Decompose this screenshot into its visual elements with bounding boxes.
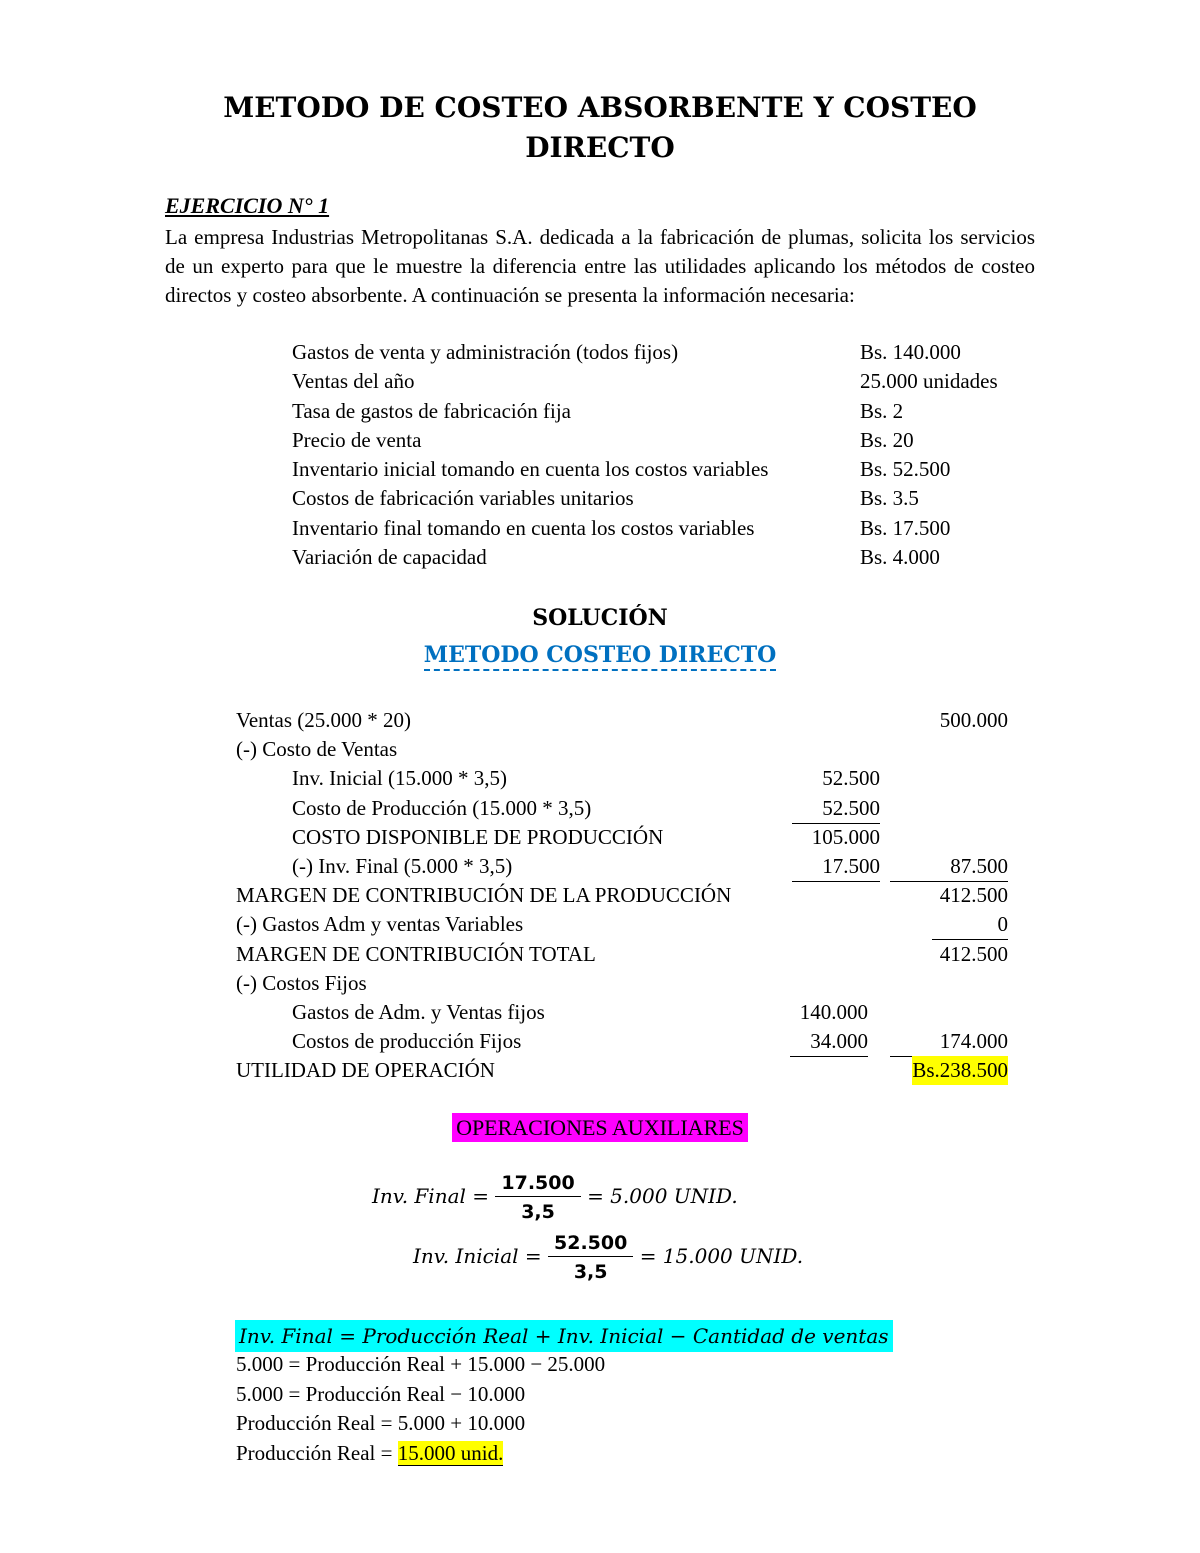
- page-title: METODO DE COSTEO ABSORBENTE Y COSTEO DIRECTO: [223, 91, 977, 164]
- equation-result: [236, 1439, 605, 1469]
- row-amount: 140.000: [799, 999, 868, 1024]
- list-item: [292, 455, 1052, 484]
- solution-heading: SOLUCIÓN: [532, 605, 668, 631]
- row-label: Ventas (25.000 * 20): [236, 708, 411, 732]
- equation-step: Producción Real = 5.000 + 10.000: [236, 1411, 526, 1435]
- aux-heading-text: OPERACIONES AUXILIARES: [452, 1113, 748, 1142]
- row-label: (-) Inv. Final (5.000 * 3,5): [292, 853, 513, 878]
- item-label: Ventas del año: [292, 369, 415, 394]
- row-total: 412.500: [939, 941, 1008, 966]
- formula-result: = 5.000 UNID.: [587, 1184, 738, 1208]
- numerator: 17.500: [495, 1172, 580, 1197]
- list-item: [292, 426, 1052, 455]
- item-label: Gastos de venta y administración (todos fijos): [292, 340, 679, 364]
- table-row: [236, 706, 1016, 735]
- operating-profit-value: Bs.238.500: [912, 1056, 1008, 1085]
- method-title: [0, 642, 1200, 668]
- item-value: Bs. 2: [860, 398, 904, 423]
- row-label: (-) Costos Fijos: [236, 970, 367, 995]
- table-row: [236, 910, 1016, 939]
- item-label: Tasa de gastos de fabricación fija: [292, 398, 571, 423]
- table-row: [236, 1056, 1016, 1085]
- result-prefix: Producción Real =: [236, 1440, 398, 1465]
- row-total: 87.500: [890, 852, 1008, 882]
- table-row: [236, 764, 1016, 793]
- table-row: [236, 881, 1016, 910]
- item-value: Bs. 52.500: [860, 457, 951, 482]
- fraction: [495, 1172, 580, 1223]
- item-label: Inventario final tomando en cuenta los costos variables: [292, 515, 755, 540]
- row-amount: 17.500: [792, 852, 880, 882]
- item-value: Bs. 4.000: [860, 545, 940, 570]
- formula-lhs: Inv. Final =: [372, 1184, 490, 1208]
- table-row: [236, 1027, 1016, 1056]
- row-label: (-) Costo de Ventas: [236, 737, 398, 762]
- row-amount: 52.500: [792, 794, 880, 824]
- row-label: (-) Gastos Adm y ventas Variables: [236, 912, 524, 937]
- equation-steps: [236, 1350, 605, 1468]
- item-label: Costos de fabricación variables unitarios: [292, 486, 634, 511]
- table-row: [236, 794, 1016, 823]
- income-statement: [236, 706, 1016, 1085]
- formula-result: = 15.000 UNID.: [639, 1244, 804, 1268]
- list-item: [292, 397, 1052, 426]
- aux-heading: [0, 1115, 1200, 1141]
- denominator: 3,5: [573, 1261, 608, 1283]
- row-label: UTILIDAD DE OPERACIÓN: [236, 1058, 495, 1083]
- row-total: 174.000: [890, 1027, 1008, 1057]
- result-value: 15.000 unid.: [397, 1440, 504, 1465]
- method-title-text: METODO COSTEO DIRECTO: [424, 642, 777, 671]
- row-label: MARGEN DE CONTRIBUCIÓN TOTAL: [236, 941, 596, 966]
- list-item: [292, 367, 1052, 396]
- table-row: [236, 735, 1016, 764]
- item-value: 25.000 unidades: [860, 369, 998, 394]
- table-row: [236, 998, 1016, 1027]
- table-row: [236, 852, 1016, 881]
- row-total: 500.000: [939, 708, 1008, 732]
- formula-final-inventory: [372, 1172, 738, 1223]
- row-amount: 52.500: [822, 766, 880, 791]
- formula-initial-inventory: [413, 1232, 803, 1283]
- row-label: Costos de producción Fijos: [292, 1029, 522, 1054]
- denominator: 3,5: [521, 1201, 555, 1223]
- item-value: Bs. 3.5: [860, 486, 919, 511]
- row-total: 412.500: [939, 883, 1008, 908]
- row-label: MARGEN DE CONTRIBUCIÓN DE LA PRODUCCIÓN: [236, 883, 732, 908]
- list-item: [292, 338, 1052, 367]
- numerator: 52.500: [548, 1232, 633, 1257]
- row-label: Gastos de Adm. y Ventas fijos: [292, 999, 545, 1024]
- exercise-intro: La empresa Industrias Metropolitanas S.A. dedicada a la fabricación de plumas, solicita los servicios de un experto para que le muestre la diferencia entre las utilidades aplicando los métodos de costeo directos y costeo absorbente. A continuación se presenta la información necesaria:: [165, 225, 1035, 307]
- equation-step: 5.000 = Producción Real + 15.000 − 25.000: [236, 1352, 606, 1376]
- item-value: Bs. 140.000: [860, 340, 961, 364]
- list-item: [292, 514, 1052, 543]
- item-value: Bs. 17.500: [860, 515, 951, 540]
- row-label: COSTO DISPONIBLE DE PRODUCCIÓN: [292, 824, 664, 849]
- row-amount: 105.000: [811, 824, 880, 849]
- fraction: [548, 1232, 633, 1283]
- list-item: [292, 484, 1052, 513]
- item-label: Variación de capacidad: [292, 545, 487, 570]
- row-total: 0: [932, 910, 1008, 940]
- exercise-heading: EJERCICIO N° 1: [165, 193, 330, 218]
- row-label: Inv. Inicial (15.000 * 3,5): [292, 766, 508, 791]
- item-value: Bs. 20: [860, 427, 914, 452]
- list-item: [292, 543, 1052, 572]
- row-label: Costo de Producción (15.000 * 3,5): [292, 795, 592, 820]
- row-amount: 34.000: [790, 1027, 868, 1057]
- table-row: [236, 969, 1016, 998]
- table-row: [236, 940, 1016, 969]
- item-label: Inventario inicial tomando en cuenta los costos variables: [292, 457, 769, 482]
- formula-lhs: Inv. Inicial =: [413, 1244, 542, 1268]
- production-equation: Inv. Final = Producción Real + Inv. Inicial − Cantidad de ventas: [235, 1320, 893, 1352]
- table-row: [236, 823, 1016, 852]
- given-data-list: [292, 338, 1052, 572]
- item-label: Precio de venta: [292, 427, 422, 452]
- equation-step: 5.000 = Producción Real − 10.000: [236, 1381, 526, 1406]
